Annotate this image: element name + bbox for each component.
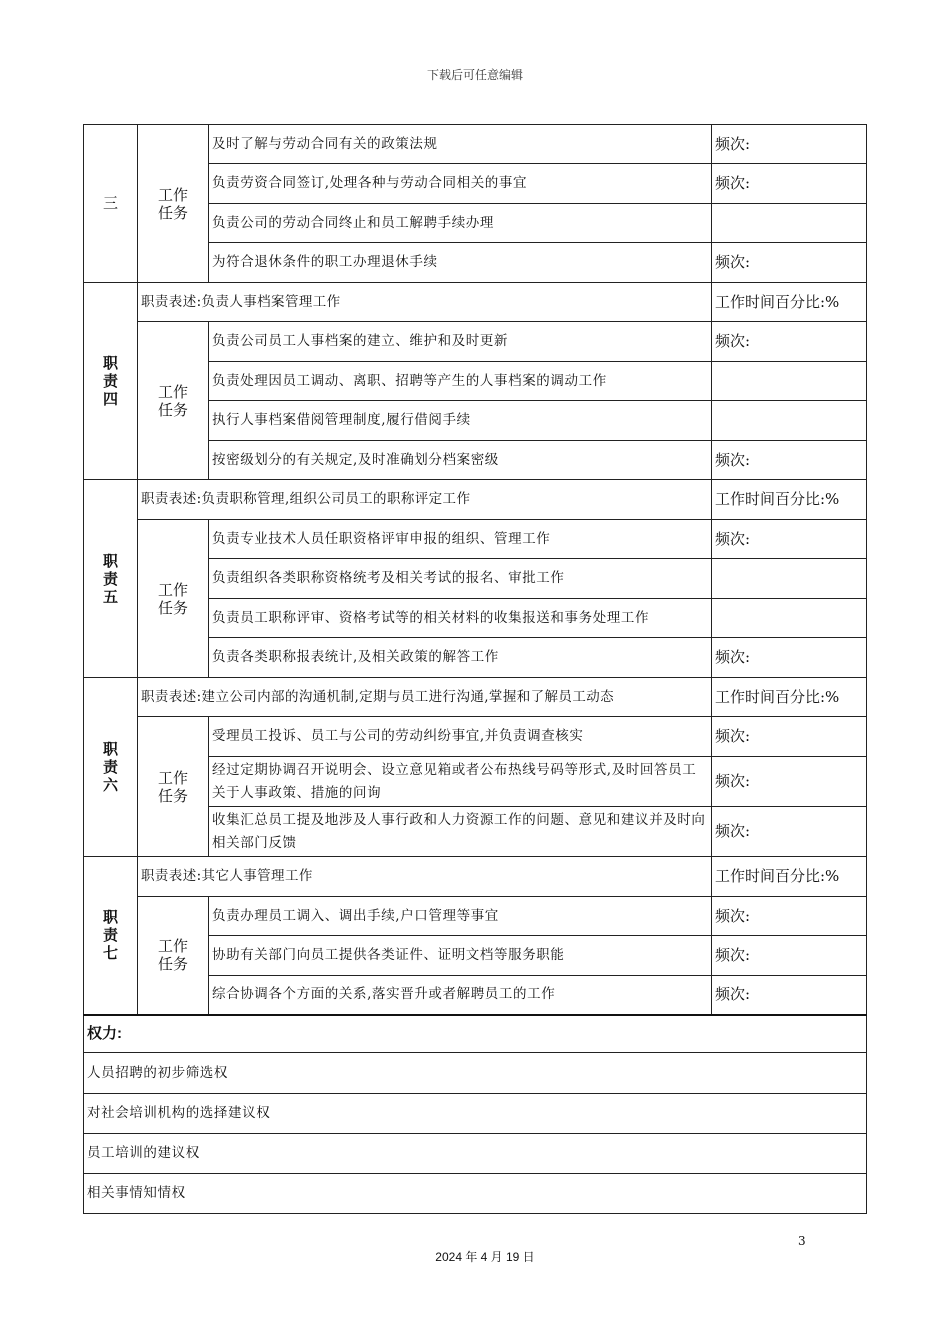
duty-3-label: 三 [84,125,138,283]
duty-5-task-3: 负责员工职称评审、资格考试等的相关材料的收集报送和事务处理工作 [209,599,712,638]
duty-4-description: 职责表述:负责人事档案管理工作 [138,283,712,322]
duty-4-task-4-freq: 频次: [712,441,867,480]
duty-5-task-1: 负责专业技术人员任职资格评审申报的组织、管理工作 [209,520,712,559]
duty-3-task-1: 及时了解与劳动合同有关的政策法规 [209,125,712,164]
duty-7-time-pct: 工作时间百分比:% [712,857,867,897]
power-item-1: 人员招聘的初步筛选权 [84,1053,867,1094]
duty-3-task-3: 负责公司的劳动合同终止和员工解聘手续办理 [209,204,712,243]
power-item-2: 对社会培训机构的选择建议权 [84,1094,867,1134]
duty-4-time-pct: 工作时间百分比:% [712,283,867,322]
duty-4-label: 职责四 [84,283,138,480]
duty-4-task-label: 工作任务 [138,322,209,480]
duty-6-label: 职责六 [84,678,138,857]
duty-3-task-2: 负责劳资合同签订,处理各种与劳动合同相关的事宜 [209,164,712,204]
duty-5-task-4: 负责各类职称报表统计,及相关政策的解答工作 [209,638,712,678]
duty-6-task-label: 工作任务 [138,717,209,857]
duty-3-task-1-freq: 频次: [712,125,867,164]
duty-5-description: 职责表述:负责职称管理,组织公司员工的职称评定工作 [138,480,712,520]
duty-5-task-4-freq: 频次: [712,638,867,678]
duty-7-task-3: 综合协调各个方面的关系,落实晋升或者解聘员工的工作 [209,976,712,1015]
duty-3-task-label: 工作任务 [138,125,209,283]
footer-date: 2024 年 4 月 19 日 [435,1250,535,1264]
duty-4-task-3-freq [712,401,867,441]
duty-7-task-2-freq: 频次: [712,936,867,976]
duty-7-label: 职责七 [84,857,138,1015]
duty-7-task-label: 工作任务 [138,897,209,1015]
duty-3-task-4: 为符合退休条件的职工办理退休手续 [209,243,712,283]
duty-5-task-3-freq [712,599,867,638]
duty-5-task-2: 负责组织各类职称资格统考及相关考试的报名、审批工作 [209,559,712,599]
duty-table [83,124,867,1214]
duty-4-task-2-freq [712,362,867,401]
duty-3-task-4-freq: 频次: [712,243,867,283]
duty-4-task-3: 执行人事档案借阅管理制度,履行借阅手续 [209,401,712,441]
duty-6-task-3: 收集汇总员工提及地涉及人事行政和人力资源工作的问题、意见和建议并及时向相关部门反馈 [209,807,712,857]
duty-7-task-1: 负责办理员工调入、调出手续,户口管理等事宜 [209,897,712,936]
power-item-4: 相关事情知情权 [84,1174,867,1214]
duty-4-task-4: 按密级划分的有关规定,及时准确划分档案密级 [209,441,712,480]
duty-3-task-2-freq: 频次: [712,164,867,204]
duty-7-task-2: 协助有关部门向员工提供各类证件、证明文档等服务职能 [209,936,712,976]
duty-6-task-3-freq: 频次: [712,807,867,857]
duty-6-description: 职责表述:建立公司内部的沟通机制,定期与员工进行沟通,掌握和了解员工动态 [138,678,712,717]
duty-6-task-2-freq: 频次: [712,757,867,807]
duty-7-description: 职责表述:其它人事管理工作 [138,857,712,897]
duty-7-task-1-freq: 频次: [712,897,867,936]
duty-6-time-pct: 工作时间百分比:% [712,678,867,717]
page-number: 3 [798,1234,806,1248]
powers-title: 权力: [84,1015,867,1053]
duty-3-task-3-freq [712,204,867,243]
power-item-3: 员工培训的建议权 [84,1134,867,1174]
duty-5-task-1-freq: 频次: [712,520,867,559]
duty-6-task-1-freq: 频次: [712,717,867,757]
duty-7-task-3-freq: 频次: [712,976,867,1015]
page-header: 下载后可任意编辑 [426,68,523,82]
duty-6-task-1: 受理员工投诉、员工与公司的劳动纠纷事宜,并负责调查核实 [209,717,712,757]
duty-5-task-2-freq [712,559,867,599]
duty-5-label: 职责五 [84,480,138,678]
duty-6-task-2: 经过定期协调召开说明会、设立意见箱或者公布热线号码等形式,及时回答员工关于人事政策、措施的问询 [209,757,712,807]
duty-4-task-2: 负责处理因员工调动、离职、招聘等产生的人事档案的调动工作 [209,362,712,401]
duty-4-task-1-freq: 频次: [712,322,867,362]
duty-4-task-1: 负责公司员工人事档案的建立、维护和及时更新 [209,322,712,362]
duty-5-time-pct: 工作时间百分比:% [712,480,867,520]
duty-5-task-label: 工作任务 [138,520,209,678]
